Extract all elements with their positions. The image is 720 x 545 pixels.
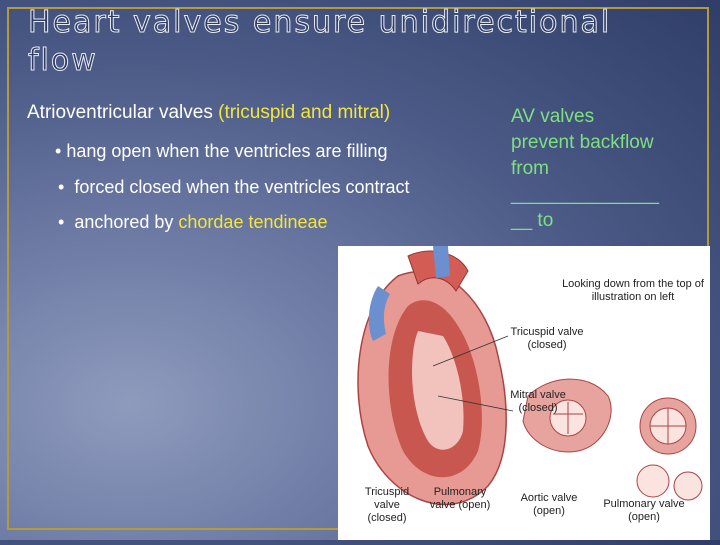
bullet-marker: • xyxy=(58,177,65,197)
bullet-item-2 xyxy=(58,177,410,198)
side-note-line: __ to xyxy=(511,210,554,231)
main-statement xyxy=(27,102,390,124)
label-tricuspid-closed: Tricuspid valve (closed) xyxy=(510,326,584,351)
label-pulmonary-open-left: Pulmonary valve (open) xyxy=(429,486,491,511)
label-pulmonary-open-right: Pulmonary valve (open) xyxy=(603,498,685,523)
bullet-item-1 xyxy=(55,141,388,162)
bullet-item-3 xyxy=(58,212,328,233)
label-aortic-open: Aortic valve (open) xyxy=(520,492,578,517)
side-note-line: prevent backflow xyxy=(511,132,654,153)
side-note-line: AV valves xyxy=(511,106,595,127)
slide-title: Heart valves ensure unidirectional flow xyxy=(28,5,612,78)
bullet-marker: • xyxy=(58,212,65,232)
bullet-text: hang open when the ventricles are filling xyxy=(66,141,388,161)
side-note-line: from xyxy=(511,158,549,179)
bullet-text: anchored by xyxy=(74,212,179,232)
bullet-highlight: chordae tendineae xyxy=(178,212,328,232)
bullet-marker: • xyxy=(55,141,62,161)
side-note-line: ______________ xyxy=(511,184,659,205)
label-mitral-closed: Mitral valve (closed) xyxy=(510,389,566,414)
main-prefix: Atrioventricular valves xyxy=(27,102,219,123)
heart-valves-figure xyxy=(338,246,710,540)
main-highlight: (tricuspid and mitral) xyxy=(218,102,391,123)
bullet-text: forced closed when the ventricles contract xyxy=(74,177,410,197)
label-tricuspid-bottom: Tricuspid valve (closed) xyxy=(364,486,410,524)
figure-caption: Looking down from the top of illustration on left xyxy=(562,278,704,303)
